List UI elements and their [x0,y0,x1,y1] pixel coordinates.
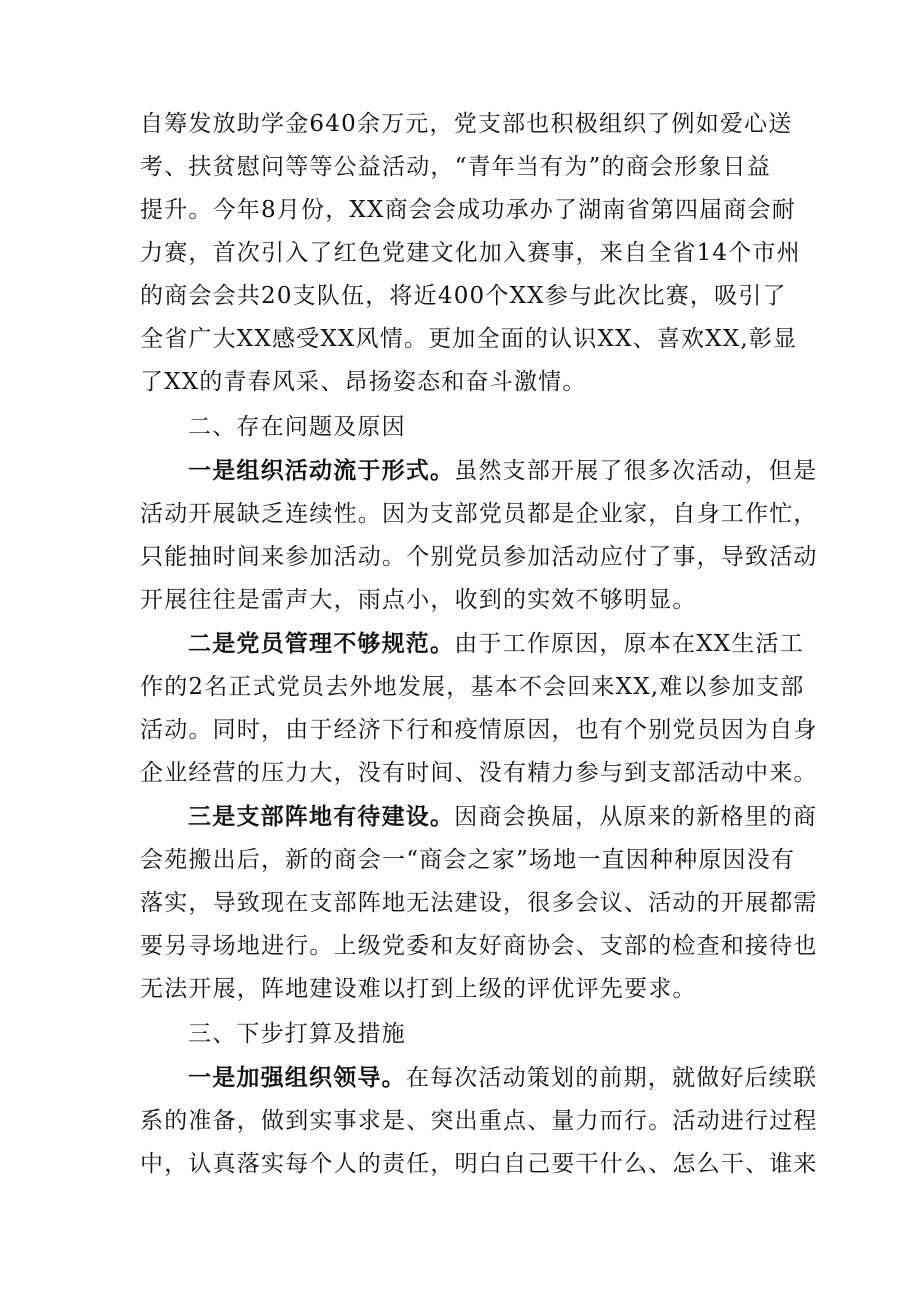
paragraph-2-line: 企业经营的压力大，没有时间、没有精力参与到支部活动中来。 [140,760,818,786]
intro-line-5: 的商会会共20支队伍，将近400个XX参与此次比赛，吸引了 [140,283,787,309]
paragraph-2-bold-lead: 二是党员管理不够规范。 [188,630,455,657]
paragraph-3-first-rest: 因商会换届，从原来的新格里的商 [454,804,818,830]
intro-line-2: 考、扶贫慰问等等公益活动，“青年当有为”的商会形象日益 [140,154,771,180]
paragraph-3-line: 无法开展，阵地建设难以打到上级的评优评先要求。 [140,976,697,1002]
paragraph-1-first-rest: 虽然支部开展了很多次活动，但是 [454,458,818,484]
paragraph-1-first-line [188,455,817,487]
paragraph-2-line: 活动。同时，由于经济下行和疫情原因，也有个别党员因为自身 [140,717,818,743]
paragraph-3-line: 要另寻场地进行。上级党委和友好商协会、支部的检查和接待也 [140,933,818,959]
intro-line-6: 全省广大XX感受XX风情。更加全面的认识XX、喜欢XX,彰显 [140,326,798,352]
paragraph-4-line: 中，认真落实每个人的责任，明白自己要干什么、怎么干、谁来 [140,1151,818,1177]
paragraph-4-first-line [188,1062,817,1094]
paragraph-1-line: 开展往往是雷声大，雨点小，收到的实效不够明显。 [140,587,697,613]
paragraph-1-bold-lead: 一是组织活动流于形式。 [188,457,455,484]
section-heading-problems: 二、存在问题及原因 [188,414,406,440]
paragraph-3-bold-lead: 三是支部阵地有待建设。 [188,803,455,830]
paragraph-2-first-rest: 由于工作原因，原本在XX生活工 [454,631,804,657]
intro-line-1: 自筹发放助学金640余万元，党支部也积极组织了例如爱心送 [140,111,793,137]
paragraph-4-line: 系的准备，做到实事求是、突出重点、量力而行。活动进行过程 [140,1108,818,1134]
paragraph-3-first-line [188,801,817,833]
intro-line-3: 提升。今年8月份，XX商会会成功承办了湖南省第四届商会耐 [140,197,796,223]
paragraph-1-line: 活动开展缺乏连续性。因为支部党员都是企业家，自身工作忙， [140,501,818,527]
paragraph-3-line: 落实，导致现在支部阵地无法建设，很多会议、活动的开展都需 [140,890,818,916]
paragraph-3-line: 会苑搬出后，新的商会一“商会之家”场地一直因种种原因没有 [140,847,796,873]
paragraph-2-line: 作的2名正式党员去外地发展，基本不会回来XX,难以参加支部 [140,674,805,700]
paragraph-2-first-line [188,628,804,660]
intro-line-7: 了XX的青春风采、昂扬姿态和奋斗激情。 [140,369,587,395]
paragraph-1-line: 只能抽时间来参加活动。个别党员参加活动应付了事，导致活动 [140,544,818,570]
intro-line-4: 力赛，首次引入了红色党建文化加入赛事，来自全省14个市州 [140,240,801,266]
paragraph-4-first-rest: 在每次活动策划的前期，就做好后续联 [405,1065,818,1091]
paragraph-4-bold-lead: 一是加强组织领导。 [188,1064,406,1091]
section-heading-plans: 三、下步打算及措施 [188,1021,406,1047]
